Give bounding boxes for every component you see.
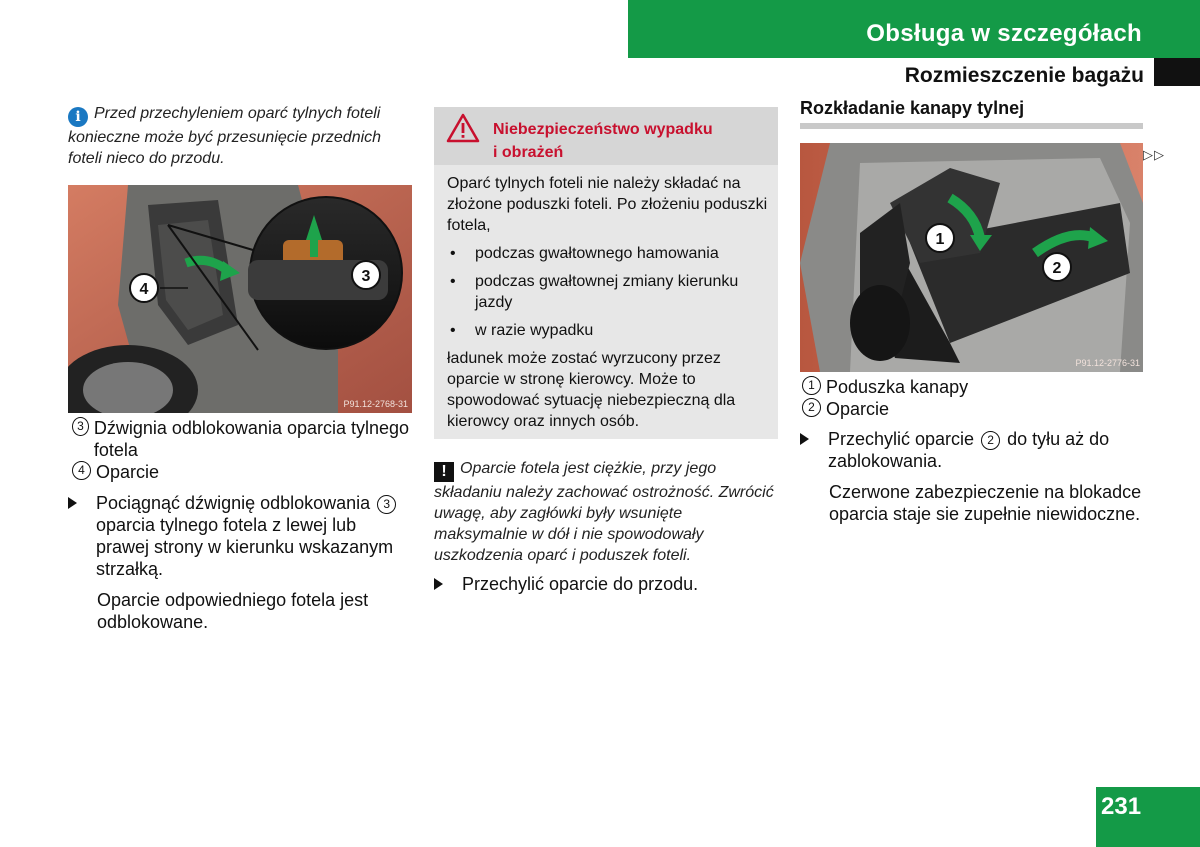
step-text: Przechylić oparcie do przodu. [462,574,699,594]
instruction-step [68,492,413,580]
legend-number: 2 [802,398,821,417]
warning-bullet: • w razie wypadku [447,320,769,341]
step-result: Oparcie odpowiedniego fotela jest odblokowane. [97,590,369,632]
exclamation-icon: ! [434,462,454,482]
legend-list [72,417,412,483]
warning-bullet: • podczas gwałtownej zmiany kierunku jazdy [447,271,769,313]
callout-1-label: 1 [935,231,945,248]
info-note [68,103,413,169]
rear-bench-photo [800,143,1143,372]
heading-rule [800,123,1143,129]
step-text: Pociągnąć dźwignię odblokowania 3 oparcia tylnego fotela z lewej lub prawej strony w kierunku wskazanym strzałką. [96,492,413,580]
instruction-step [800,428,1145,472]
step-triangle-icon [434,578,443,590]
warning-body [447,173,769,432]
callout-2-label: 2 [1052,260,1062,277]
legend-text: Dźwignia odblokowania oparcia tylnego fotela [93,418,410,460]
legend-text: Oparcie [826,399,890,419]
step-triangle-icon [800,433,809,445]
warning-title: Niebezpieczeństwo wypadku i obrażeń [493,121,713,161]
caution-text: Oparcie fotela jest ciężkie, przy jego składaniu należy zachować ostrożność. Zwrócić uwagę, aby zagłówki były wsunięte maksymalnie w dół i nie spowodowały uszkodzenia oparć i poduszek foteli. [434,460,774,564]
info-note-text: Przed przechyleniem oparć tylnych foteli konieczne może być przesunięcie przednich foteli nieco do przodu. [68,105,382,167]
warning-outro: ładunek może zostać wyrzucony przez oparcie w stronę kierowcy. Może to spowodować sytuację niebezpieczną dla kierowcy oraz innych osób. [447,350,736,430]
step-text: Przechylić oparcie 2 do tyłu aż do zablokowania. [828,429,1110,471]
step-result: Czerwone zabezpieczenie na blokadce oparcia staje sie zupełnie niewidoczne. [829,482,1142,524]
legend-item [72,417,412,461]
legend-number: 1 [802,376,821,395]
warning-box [434,107,778,439]
caution-note [434,458,779,566]
warning-bullet: • podczas gwałtownego hamowania [447,243,769,264]
column-heading: Rozkładanie kanapy tylnej [800,98,1025,118]
seat-release-photo [68,185,412,413]
callout-4-label: 4 [139,281,149,298]
image-code: P91.12-2768-31 [343,399,408,409]
continued-arrows-icon: ▷▷ [1143,147,1165,162]
step-triangle-icon [68,497,77,509]
image-code: P91.12-2776-31 [1075,358,1140,368]
legend-item [802,376,1142,398]
page-number: 231 [1101,793,1142,820]
legend-number: 4 [72,461,91,480]
instruction-step [434,573,779,595]
info-icon: i [68,107,88,127]
legend-text: Oparcie [96,462,160,482]
legend-number: 3 [72,417,89,436]
callout-3-label: 3 [361,268,371,285]
thumb-tab [1154,58,1200,86]
legend-text: Poduszka kanapy [826,377,969,397]
warning-bullets [447,243,769,341]
warning-intro: Oparć tylnych foteli nie należy składać na złożone poduszki foteli. Po złożeniu poduszki fotela, [447,175,768,234]
legend-item [72,461,412,483]
legend-list [802,376,1142,420]
section-title: Obsługa w szczegółach [866,20,1142,47]
legend-item [802,398,1142,420]
subsection-title: Rozmieszczenie bagażu [904,64,1144,87]
warning-triangle-icon [446,113,480,143]
